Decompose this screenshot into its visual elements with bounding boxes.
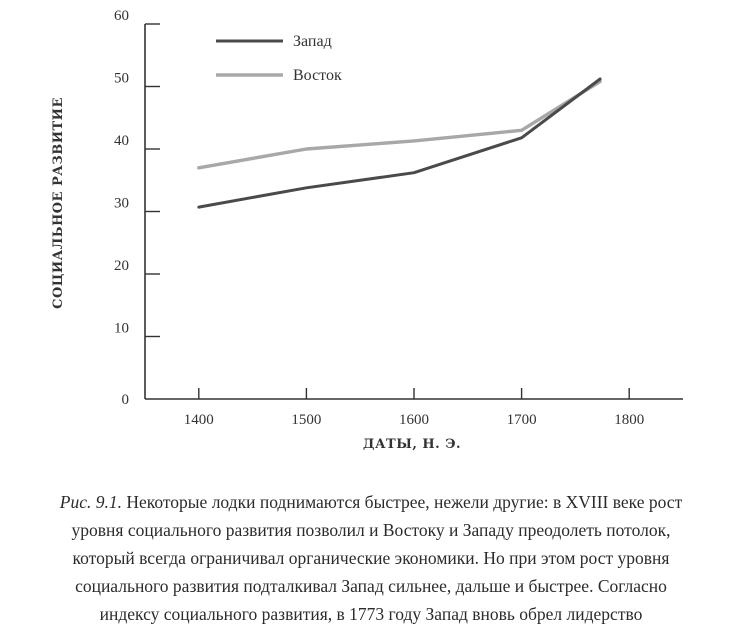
caption-line-3: который всегда ограничивал органические экономики. Но при этом рост уровня <box>72 548 670 568</box>
x-tick-label-2: 1600 <box>399 412 429 428</box>
legend-label-1: Восток <box>293 67 342 84</box>
y-tick-label-3: 30 <box>114 195 129 212</box>
figure-caption <box>12 488 730 628</box>
x-tick-label-4: 1800 <box>614 412 645 428</box>
x-axis-title: ДАТЫ, Н. Э. <box>362 437 462 452</box>
y-axis-title: СОЦИАЛЬНОЕ РАЗВИТИЕ <box>51 97 66 309</box>
y-tick-label-5: 50 <box>114 70 129 87</box>
chart-ticks <box>114 8 644 428</box>
caption-line-1 <box>12 488 730 516</box>
x-tick-label-0: 1400 <box>183 412 214 428</box>
caption-line-4: социального развития подталкивал Запад сильнее, дальше и быстрее. Согласно <box>75 576 667 596</box>
legend-label-0: Запад <box>293 33 332 50</box>
y-tick-label-1: 10 <box>114 320 129 337</box>
y-tick-label-0: 0 <box>121 392 129 408</box>
caption-line-5: индексу социального развития, в 1773 году Запад вновь обрел лидерство <box>99 604 643 624</box>
figure-label: Рис. 9.1. <box>59 492 122 512</box>
y-tick-label-2: 20 <box>114 258 129 274</box>
x-tick-label-1: 1500 <box>291 412 322 428</box>
y-tick-label-4: 40 <box>114 133 129 149</box>
y-tick-label-6: 60 <box>114 8 129 24</box>
caption-line-2: уровня социального развития позволил и Востоку и Западу преодолеть потолок, <box>71 520 671 540</box>
chart-axes <box>145 24 683 399</box>
caption-text-1: Некоторые лодки поднимаются быстрее, нежели другие: в XVIII веке рост <box>121 492 683 512</box>
chart-legend <box>216 33 342 84</box>
chart-series <box>199 79 600 207</box>
x-tick-label-3: 1700 <box>506 412 537 428</box>
